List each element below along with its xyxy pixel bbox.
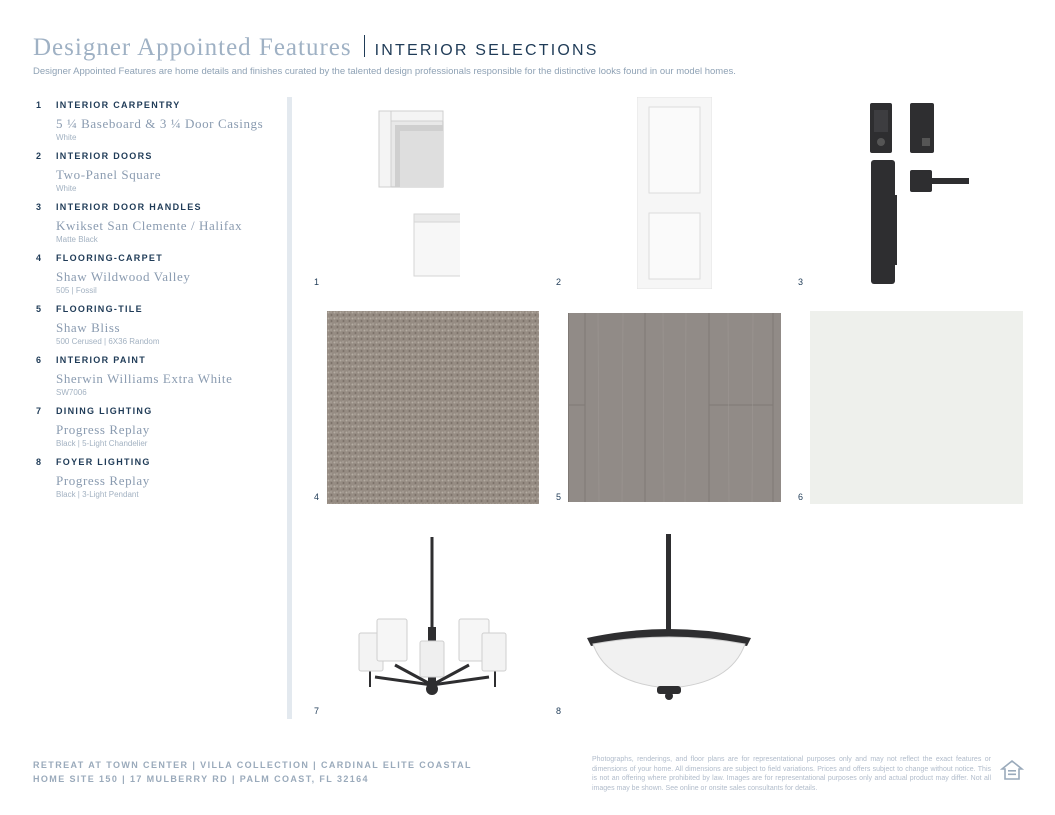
selection-category: INTERIOR DOORS — [56, 151, 153, 161]
swatch-label: 6 — [798, 492, 804, 502]
selection-item — [36, 406, 281, 456]
selection-number: 3 — [36, 202, 42, 212]
selection-detail: Black | 5-Light Chandelier — [56, 439, 148, 448]
tile-swatch — [568, 313, 781, 502]
selection-product: Sherwin Williams Extra White — [56, 371, 233, 386]
swatch-label: 3 — [798, 277, 804, 287]
selection-category: INTERIOR PAINT — [56, 355, 147, 365]
selection-category: INTERIOR CARPENTRY — [56, 100, 181, 110]
page-header — [33, 34, 599, 62]
door-image — [637, 97, 712, 289]
selection-item — [36, 151, 281, 201]
selection-number: 7 — [36, 406, 42, 416]
door-handle-image — [865, 100, 975, 286]
legal-disclaimer: Photographs, renderings, and floor plans are for representational purposes only and may not reflect the exact features or dimensions of your home. All dimensions are subject to field variations. Prices and offers subject to change without notice. This is not an offering where prohibited by law. Images are for representational purposes only and actual product may differ. Not all images may be shown. See online or onsite sales consultants for details. — [592, 756, 991, 792]
column-divider — [287, 97, 292, 719]
selection-product: Progress Replay — [56, 473, 150, 488]
swatch-label: 4 — [314, 492, 320, 502]
selection-product: Progress Replay — [56, 422, 150, 437]
selection-category: FOYER LIGHTING — [56, 457, 151, 467]
selection-detail: White — [56, 184, 77, 193]
selection-detail: Black | 3-Light Pendant — [56, 490, 139, 499]
selection-product: 5 ¼ Baseboard & 3 ¼ Door Casings — [56, 116, 264, 131]
swatch-label: 5 — [556, 492, 562, 502]
selection-category: INTERIOR DOOR HANDLES — [56, 202, 202, 212]
selection-category: FLOORING-CARPET — [56, 253, 163, 263]
page-title: Designer Appointed Features — [33, 34, 352, 61]
selection-item — [36, 457, 281, 507]
selection-detail: 505 | Fossil — [56, 286, 97, 295]
footer-community: RETREAT AT TOWN CENTER | VILLA COLLECTION | CARDINAL ELITE COASTAL — [33, 760, 472, 770]
selection-number: 8 — [36, 457, 42, 467]
paint-swatch — [810, 311, 1023, 504]
selection-number: 2 — [36, 151, 42, 161]
selection-item — [36, 253, 281, 303]
selection-detail: 500 Cerused | 6X36 Random — [56, 337, 160, 346]
carpet-swatch — [327, 311, 539, 504]
carpentry-image — [370, 105, 460, 285]
selection-item — [36, 100, 281, 150]
swatch-label: 1 — [314, 277, 320, 287]
swatch-label: 8 — [556, 706, 562, 716]
selection-number: 6 — [36, 355, 42, 365]
selection-item — [36, 304, 281, 354]
chandelier-image — [355, 537, 510, 702]
swatch-label: 7 — [314, 706, 320, 716]
selection-number: 5 — [36, 304, 42, 314]
selection-detail: White — [56, 133, 77, 142]
selection-category: DINING LIGHTING — [56, 406, 153, 416]
selection-detail: SW7006 — [56, 388, 87, 397]
selection-product: Shaw Wildwood Valley — [56, 269, 191, 284]
selection-detail: Matte Black — [56, 235, 98, 244]
page-subtitle: INTERIOR SELECTIONS — [374, 42, 599, 59]
swatch-label: 2 — [556, 277, 562, 287]
selection-item — [36, 355, 281, 405]
selection-item — [36, 202, 281, 252]
selection-product: Kwikset San Clemente / Halifax — [56, 218, 243, 233]
footer-address: HOME SITE 150 | 17 MULBERRY RD | PALM COAST, FL 32164 — [33, 774, 369, 784]
selection-number: 1 — [36, 100, 42, 110]
equal-housing-icon — [1000, 758, 1024, 782]
pendant-image — [583, 534, 755, 702]
intro-text: Designer Appointed Features are home details and finishes curated by the talented design professionals responsible for the distinctive looks found in our model homes. — [33, 66, 736, 77]
selection-number: 4 — [36, 253, 42, 263]
selection-product: Two-Panel Square — [56, 167, 162, 182]
title-divider — [364, 35, 365, 57]
selection-category: FLOORING-TILE — [56, 304, 143, 314]
selection-product: Shaw Bliss — [56, 320, 121, 335]
